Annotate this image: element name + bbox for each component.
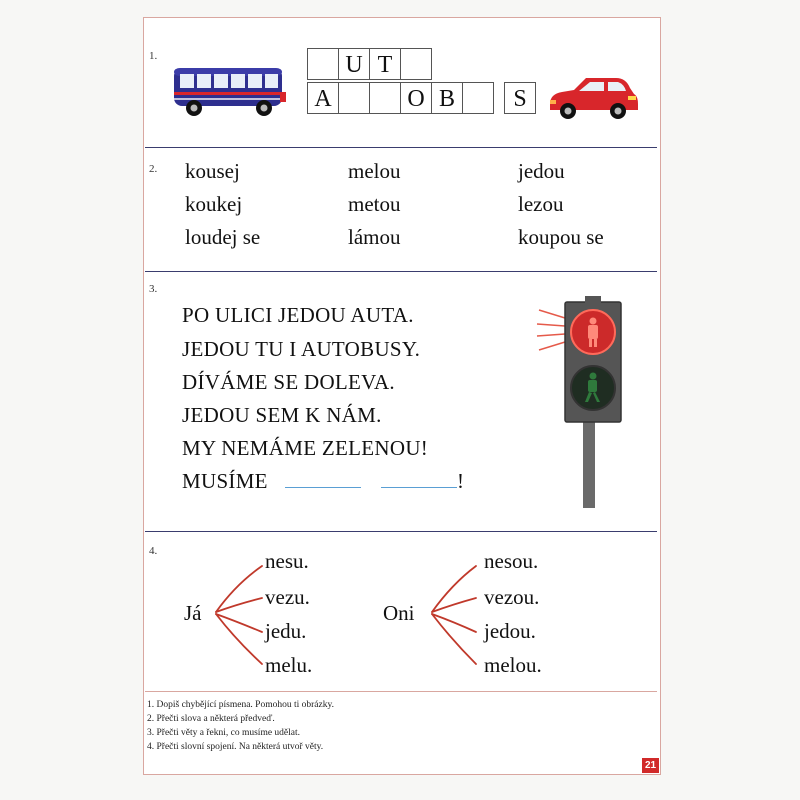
grid-cell[interactable]: O <box>400 82 432 114</box>
sentence-fill-blank <box>182 469 464 494</box>
word: koukej <box>185 192 243 216</box>
grid-cell[interactable]: B <box>431 82 463 114</box>
grid-cell[interactable] <box>369 82 401 114</box>
sentence: DÍVÁME SE DOLEVA. <box>182 370 395 394</box>
sentence-suffix: ! <box>456 469 465 493</box>
instruction-2: 2. Přečti slova a některá předveď. <box>147 714 275 724</box>
separator-3 <box>145 531 657 532</box>
verb: jedu. <box>265 619 307 643</box>
subject-oni: Oni <box>383 601 415 625</box>
sentence-prefix: MUSÍME <box>182 469 268 493</box>
word: koupou se <box>518 225 604 249</box>
verb: vezou. <box>484 585 540 609</box>
grid-cell[interactable]: S <box>504 82 536 114</box>
verb: jedou. <box>484 619 536 643</box>
grid-cell[interactable] <box>338 82 370 114</box>
sentence: MY NEMÁME ZELENOU! <box>182 436 429 460</box>
word: metou <box>348 192 401 216</box>
branch-arrows <box>200 550 580 680</box>
page-number-badge: 21 <box>642 758 659 773</box>
answer-blank-1[interactable] <box>285 469 361 488</box>
section-number-1: 1. <box>149 50 158 62</box>
grid-cell[interactable]: A <box>307 82 339 114</box>
word: lámou <box>348 225 401 249</box>
instruction-1: 1. Dopiš chybějící písmena. Pomohou ti obrázky. <box>147 700 334 710</box>
separator-1 <box>145 147 657 148</box>
verb: nesou. <box>484 549 539 573</box>
car-icon <box>546 74 640 122</box>
sentence: JEDOU TU I AUTOBUSY. <box>182 337 421 361</box>
grid-cell[interactable] <box>462 82 494 114</box>
instruction-3: 3. Přečti věty a řekni, co musíme udělat. <box>147 728 301 738</box>
section-number-2: 2. <box>149 163 158 175</box>
grid-cell[interactable] <box>307 48 339 80</box>
verb: vezu. <box>265 585 310 609</box>
answer-blank-2[interactable] <box>381 469 457 488</box>
word: lezou <box>518 192 564 216</box>
instruction-4: 4. Přečti slovní spojení. Na některá utvoř věty. <box>147 742 324 752</box>
separator-4 <box>145 691 657 692</box>
grid-cell[interactable]: T <box>369 48 401 80</box>
separator-2 <box>145 271 657 272</box>
grid-cell[interactable] <box>400 48 432 80</box>
bus-icon <box>172 64 290 120</box>
section-number-3: 3. <box>149 283 158 295</box>
verb: nesu. <box>265 549 309 573</box>
word: jedou <box>518 159 565 183</box>
sentence: PO ULICI JEDOU AUTA. <box>182 303 414 327</box>
verb: melu. <box>265 653 313 677</box>
subject-ja: Já <box>184 601 202 625</box>
grid-cell[interactable]: U <box>338 48 370 80</box>
traffic-light-icon <box>535 296 625 512</box>
section-number-4: 4. <box>149 545 158 557</box>
sentence: JEDOU SEM K NÁM. <box>182 403 382 427</box>
word: kousej <box>185 159 240 183</box>
word: loudej se <box>185 225 261 249</box>
word: melou <box>348 159 401 183</box>
verb: melou. <box>484 653 542 677</box>
